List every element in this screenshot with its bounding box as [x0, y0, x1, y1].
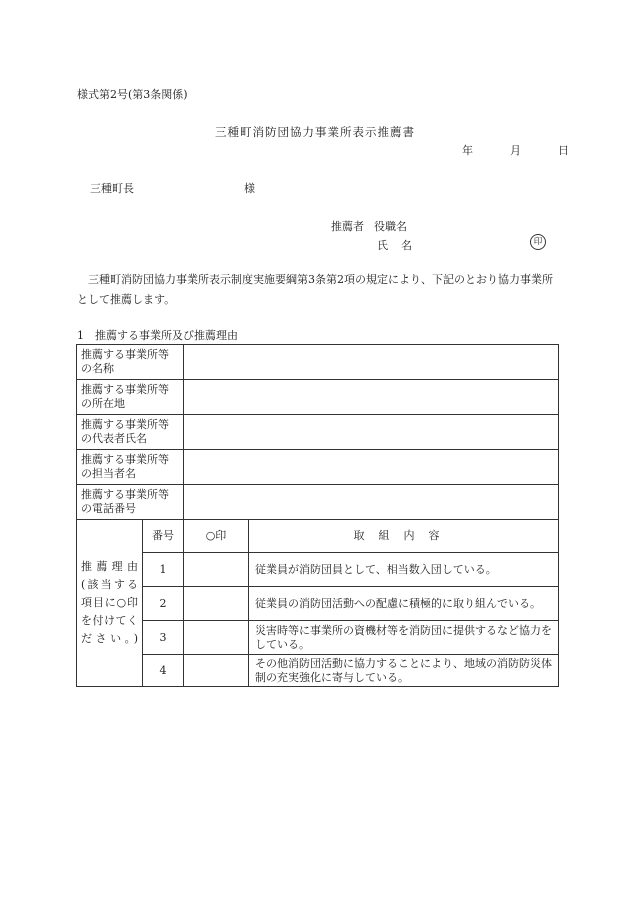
date-line	[462, 142, 569, 158]
info-label: 推薦する事業所等の名称	[77, 345, 184, 380]
section-heading	[77, 327, 238, 343]
recommender-name-line	[377, 237, 412, 253]
recommender-role-line	[331, 218, 407, 234]
recommendation-table	[76, 344, 559, 687]
table-row	[77, 380, 559, 415]
info-value-field[interactable]	[184, 380, 559, 415]
document-title: 三種町消防団協力事業所表示推薦書	[215, 125, 415, 139]
date-month-label: 月	[510, 144, 521, 157]
table-row	[77, 415, 559, 450]
table-row	[77, 345, 559, 380]
name-label-2: 名	[401, 239, 412, 252]
reason-mark-field[interactable]	[184, 587, 249, 621]
info-value-field[interactable]	[184, 485, 559, 520]
header-number: 番号	[143, 520, 184, 553]
reason-number: 1	[143, 553, 184, 587]
table-row	[77, 587, 559, 621]
reason-mark-field[interactable]	[184, 621, 249, 655]
section-number: 1	[77, 329, 84, 342]
form-number: 様式第2号(第3条関係)	[77, 88, 188, 101]
section-title: 推薦する事業所及び推薦理由	[95, 329, 238, 342]
header-content: 取組内容	[249, 520, 559, 553]
header-mark: ○印	[184, 520, 249, 553]
reason-label: 推薦理由(該当する項目に○印を付けてください。)	[77, 520, 143, 687]
seal-icon: 印	[530, 234, 546, 250]
addressee-name: 三種町長	[90, 182, 134, 195]
info-label: 推薦する事業所等の代表者氏名	[77, 415, 184, 450]
date-day-label: 日	[558, 144, 569, 157]
reason-content: 災害時等に事業所の資機材等を消防団に提供するなど協力をしている。	[249, 621, 559, 655]
reason-number: 3	[143, 621, 184, 655]
reason-mark-field[interactable]	[184, 655, 249, 687]
name-label-1: 氏	[377, 239, 388, 252]
reason-number: 2	[143, 587, 184, 621]
info-label: 推薦する事業所等の電話番号	[77, 485, 184, 520]
addressee-line	[90, 180, 255, 196]
body-text: 三種町消防団協力事業所表示制度実施要綱第3条第2項の規定により、下記のとおり協力事業所として推薦します。	[77, 273, 553, 306]
info-label: 推薦する事業所等の所在地	[77, 380, 184, 415]
reason-content: その他消防団活動に協力することにより、地域の消防防災体制の充実強化に寄与している。	[249, 655, 559, 687]
reason-content: 従業員の消防団活動への配慮に積極的に取り組んでいる。	[249, 587, 559, 621]
info-label: 推薦する事業所等の担当者名	[77, 450, 184, 485]
date-year-label: 年	[462, 144, 473, 157]
table-row	[77, 621, 559, 655]
table-row	[77, 450, 559, 485]
reason-mark-field[interactable]	[184, 553, 249, 587]
reason-number: 4	[143, 655, 184, 687]
table-row	[77, 553, 559, 587]
info-value-field[interactable]	[184, 415, 559, 450]
table-row	[77, 520, 559, 553]
reason-content: 従業員が消防団員として、相当数入団している。	[249, 553, 559, 587]
table-row	[77, 655, 559, 687]
info-value-field[interactable]	[184, 450, 559, 485]
info-value-field[interactable]	[184, 345, 559, 380]
role-label: 役職名	[374, 220, 407, 233]
recommender-label: 推薦者	[331, 220, 364, 233]
addressee-honorific: 様	[244, 182, 255, 195]
table-row	[77, 485, 559, 520]
